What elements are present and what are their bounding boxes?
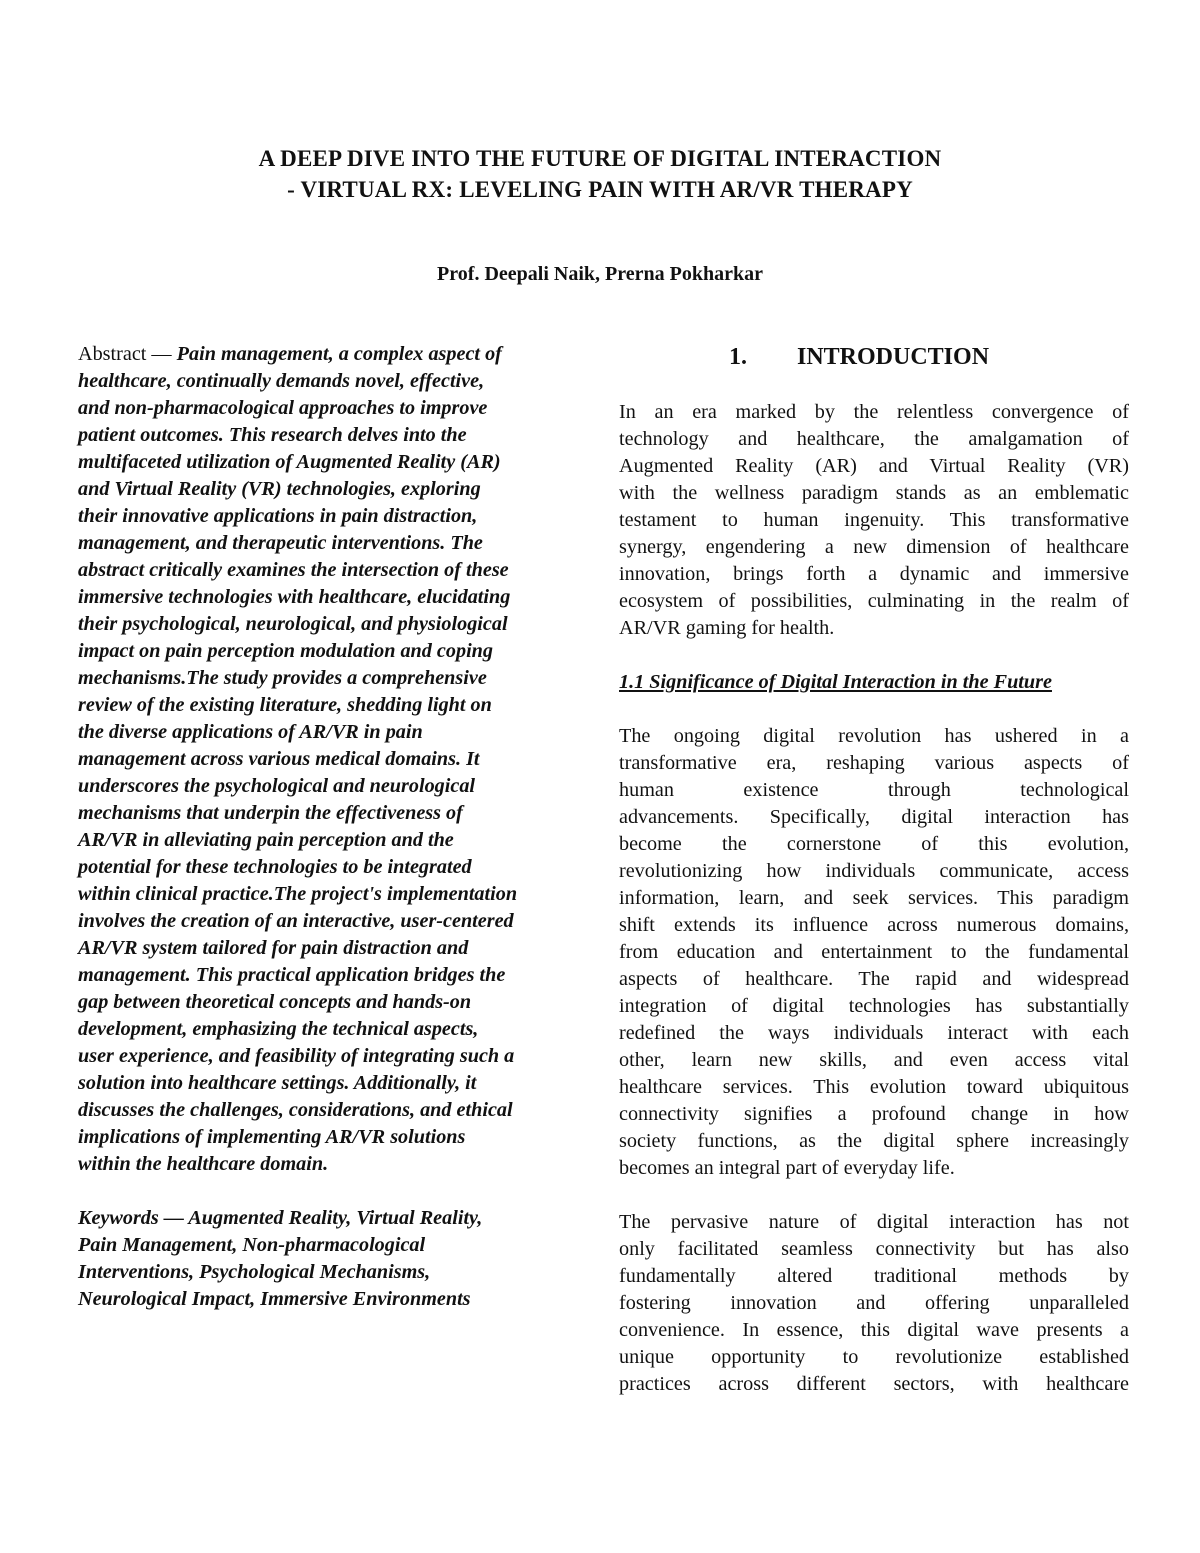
abstract-line: impact on pain perception modulation and coping [78,640,494,662]
abstract-line: the diverse applications of AR/VR in pain [78,721,423,743]
paragraph-line: integration of digital technologies has substantially [619,995,1129,1017]
abstract-line: mechanisms.The study provides a comprehensive [78,667,487,689]
paragraph-line: fostering innovation and offering unparalleled [619,1292,1129,1314]
paragraph-line: other, learn new skills, and even access vital [619,1049,1129,1071]
paragraph-line: convenience. In essence, this digital wave presents a [619,1319,1129,1341]
abstract-line: AR/VR in alleviating pain perception and the [78,829,454,851]
abstract-line: mechanisms that underpin the effectiveness of [78,802,463,824]
abstract-line: abstract critically examines the intersection of these [78,559,509,581]
abstract-line: multifaceted utilization of Augmented Reality (AR) [78,451,501,473]
paragraph-line: aspects of healthcare. The rapid and widespread [619,968,1129,990]
section-number: 1. [729,344,747,370]
abstract-line: patient outcomes. This research delves into the [78,424,467,446]
keywords-line: Interventions, Psychological Mechanisms, [78,1261,431,1283]
paragraph-line: connectivity signifies a profound change in how [619,1103,1129,1125]
abstract-line: their innovative applications in pain distraction, [78,505,478,527]
abstract-line: healthcare, continually demands novel, effective, [78,370,485,392]
intro-paragraph-2 [619,723,1129,1182]
abstract-line: and non-pharmacological approaches to improve [78,397,488,419]
paragraph-line: revolutionizing how individuals communicate, access [619,860,1129,882]
paragraph-line: society functions, as the digital sphere increasingly [619,1130,1129,1152]
paragraph-line: transformative era, reshaping various aspects of [619,752,1129,774]
title-line-1: A DEEP DIVE INTO THE FUTURE OF DIGITAL INTERACTION [258,146,942,171]
section-title: INTRODUCTION [797,344,990,370]
paragraph-line: advancements. Specifically, digital interaction has [619,806,1129,828]
abstract-line: Abstract — Pain management, a complex aspect of [78,343,502,365]
paragraph-line: fundamentally altered traditional methods by [619,1265,1129,1287]
paragraph-line: redefined the ways individuals interact with each [619,1022,1129,1044]
abstract-line: underscores the psychological and neurological [78,775,476,797]
abstract-line: AR/VR system tailored for pain distraction and [78,937,469,959]
keywords-line: Pain Management, Non-pharmacological [78,1234,426,1256]
paragraph-line: In an era marked by the relentless convergence of [619,401,1129,423]
section-heading-introduction [619,341,1129,373]
authors: Prof. Deepali Naik, Prerna Pokharkar [437,263,763,285]
abstract-line: development, emphasizing the technical aspects, [78,1018,479,1040]
abstract-line: management. This practical application bridges the [78,964,506,986]
intro-paragraph-1 [619,399,1129,642]
paragraph-line: with the wellness paradigm stands as an emblematic [619,482,1129,504]
abstract-line: management, and therapeutic interventions. The [78,532,483,554]
abstract-line: involves the creation of an interactive, user-centered [78,910,514,932]
abstract-label: Abstract — [78,343,177,365]
intro-paragraph-3 [619,1209,1129,1398]
abstract-line: immersive technologies with healthcare, elucidating [78,586,511,608]
paragraph-line: becomes an integral part of everyday life. [619,1157,955,1179]
paragraph-line: ecosystem of possibilities, culminating in the realm of [619,590,1129,612]
keywords-line: Neurological Impact, Immersive Environments [78,1288,471,1310]
paragraph-line: synergy, engendering a new dimension of healthcare [619,536,1129,558]
abstract [78,341,600,1178]
paragraph-line: shift extends its influence across numerous domains, [619,914,1129,936]
paragraph-line: The pervasive nature of digital interaction has not [619,1211,1129,1233]
paragraph-line: become the cornerstone of this evolution, [619,833,1129,855]
abstract-line: within the healthcare domain. [78,1153,329,1175]
paragraph-line: technology and healthcare, the amalgamation of [619,428,1129,450]
paragraph-line: information, learn, and seek services. This paradigm [619,887,1129,909]
paragraph-line: testament to human ingenuity. This transformative [619,509,1129,531]
paragraph-line: from education and entertainment to the fundamental [619,941,1129,963]
abstract-line: user experience, and feasibility of integrating such a [78,1045,515,1067]
abstract-line: and Virtual Reality (VR) technologies, exploring [78,478,481,500]
abstract-line: within clinical practice.The project's implementation [78,883,518,905]
title-line-2: - VIRTUAL RX: LEVELING PAIN WITH AR/VR THERAPY [287,177,913,202]
paragraph-line: The ongoing digital revolution has ushered in a [619,725,1129,747]
abstract-line: discusses the challenges, considerations, and ethical [78,1099,513,1121]
paragraph-line: practices across different sectors, with healthcare [619,1373,1129,1395]
abstract-line: implications of implementing AR/VR solutions [78,1126,466,1148]
keywords [78,1205,600,1313]
abstract-line: management across various medical domains. It [78,748,480,770]
abstract-line: review of the existing literature, shedding light on [78,694,492,716]
paragraph-line: healthcare services. This evolution toward ubiquitous [619,1076,1129,1098]
paragraph-line: AR/VR gaming for health. [619,617,835,639]
subsection-heading: 1.1 Significance of Digital Interaction in the Future [619,671,1052,693]
abstract-line: potential for these technologies to be integrated [78,856,472,878]
paragraph-line: Augmented Reality (AR) and Virtual Reality (VR) [619,455,1129,477]
left-column [78,341,600,1313]
keywords-line: Keywords — Augmented Reality, Virtual Reality, [78,1207,483,1229]
paragraph-line: only facilitated seamless connectivity but has also [619,1238,1129,1260]
paragraph-line: innovation, brings forth a dynamic and immersive [619,563,1129,585]
abstract-line: gap between theoretical concepts and hands-on [78,991,472,1013]
abstract-line: their psychological, neurological, and physiological [78,613,508,635]
right-column [619,341,1129,1398]
paper-title [60,143,1140,205]
paragraph-line: human existence through technological [619,779,1129,801]
paragraph-line: unique opportunity to revolutionize established [619,1346,1129,1368]
abstract-line: solution into healthcare settings. Additionally, it [78,1072,477,1094]
